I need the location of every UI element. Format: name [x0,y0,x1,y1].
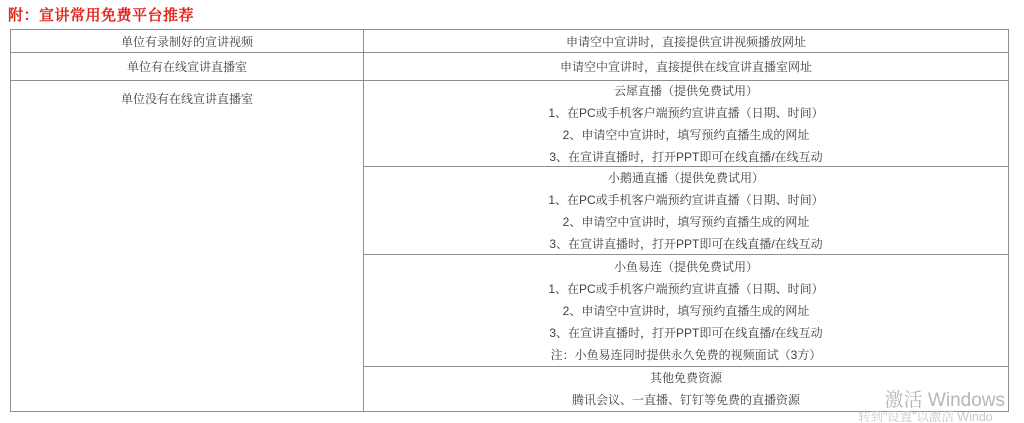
platform-options-column [364,81,1008,411]
platform-title: 云犀直播（提供免费试用） [613,83,758,98]
cell-action-recorded-video: 申请空中宣讲时，直接提供宣讲视频播放网址 [565,34,806,49]
platform-step: 1、在PC或手机客户端预约宣讲直播（日期、时间） [548,281,824,296]
platform-title: 其他免费资源 [649,371,722,385]
platform-title: 小鱼易连（提供免费试用） [613,259,758,274]
table-row-no-liveroom [11,81,1008,411]
cell-condition-no-liveroom: 单位没有在线宣讲直播室 [11,81,364,411]
platform-step: 1、在PC或手机客户端预约宣讲直播（日期、时间） [548,192,824,207]
cell-action-has-liveroom: 申请空中宣讲时，直接提供在线宣讲直播室网址 [559,60,812,74]
cell-condition-recorded-video: 单位有录制好的宣讲视频 [11,30,364,52]
windows-activation-hint: 转到“设置”以激活 Windo [858,410,993,423]
platform-xiaoyu-yilian [364,255,1008,367]
platform-step: 2、申请空中宣讲时，填写预约直播生成的网址 [562,127,810,142]
windows-activation-watermark: 激活 Windows [884,390,1005,411]
platform-step: 2、申请空中宣讲时，填写预约直播生成的网址 [562,214,810,229]
platform-step: 3、在宣讲直播时，打开PPT即可在线直播/在线互动 [549,236,823,251]
table-row-has-liveroom [11,53,1008,81]
platform-xiaoetong-live [364,167,1008,255]
table-row-recorded-video [11,30,1008,53]
platform-step: 3、在宣讲直播时，打开PPT即可在线直播/在线互动 [549,325,823,340]
platform-step: 腾讯会议、一直播、钉钉等免费的直播资源 [571,393,800,407]
platform-step: 1、在PC或手机客户端预约宣讲直播（日期、时间） [548,105,824,120]
platform-step: 3、在宣讲直播时，打开PPT即可在线直播/在线互动 [549,149,823,164]
platform-note: 注：小鱼易连同时提供永久免费的视频面试（3方） [550,347,822,362]
platform-yunxi-live [364,81,1008,167]
platforms-table [10,29,1009,412]
platform-title: 小鹅通直播（提供免费试用） [607,170,764,185]
page-title: 附：宣讲常用免费平台推荐 [8,7,195,24]
cell-condition-has-liveroom: 单位有在线宣讲直播室 [11,53,364,80]
platform-step: 2、申请空中宣讲时，填写预约直播生成的网址 [562,303,810,318]
